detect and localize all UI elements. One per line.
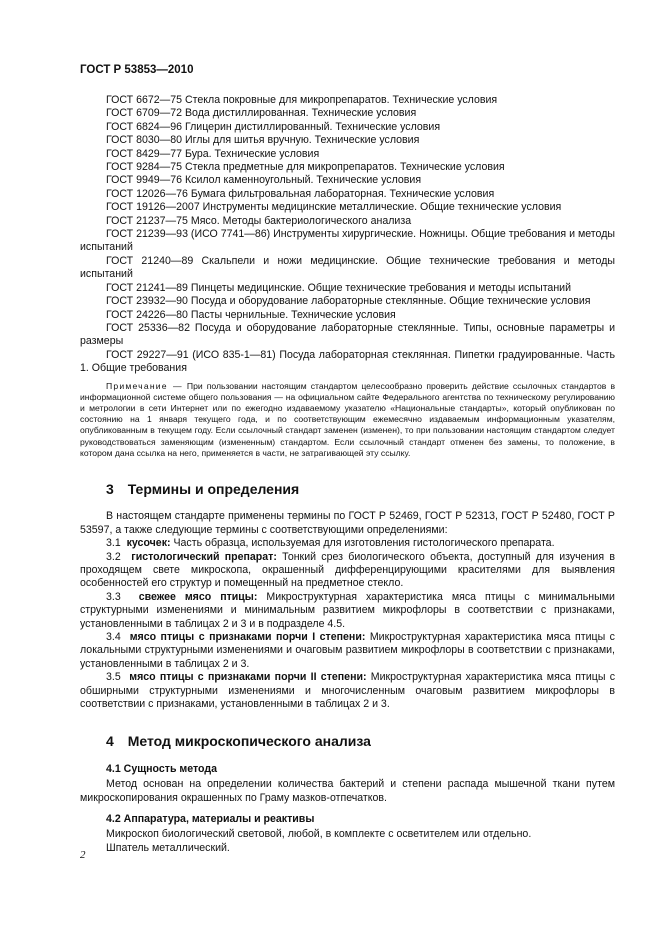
- section-number: 3: [106, 480, 114, 497]
- reference-item: ГОСТ 29227—91 (ИСО 835-1—81) Посуда лабораторная стеклянная. Пипетки градуированные. Часть 1. Общие требования: [80, 348, 615, 375]
- references-note: [80, 381, 615, 459]
- term-text: Микроструктурная характеристика мяса птицы с локальными структурными изменениями и очаговым развитием микрофлоры в соответствии с признаками, установленными в таблицах 2 и 3.: [80, 631, 615, 670]
- term-definition: [80, 537, 615, 550]
- term-name: мясо птицы с признаками порчи I степени:: [129, 631, 366, 644]
- page-body: [80, 94, 615, 855]
- reference-item: ГОСТ 6709—72 Вода дистиллированная. Технические условия: [106, 107, 417, 120]
- normative-references-list: [80, 94, 615, 376]
- section-3-intro: В настоящем стандарте применены термины по ГОСТ Р 52469, ГОСТ Р 52313, ГОСТ Р 52480, ГОСТ Р 53597, а также следующие термины с соответствующими определениями:: [80, 510, 615, 536]
- reference-item: ГОСТ 21241—89 Пинцеты медицинские. Общие технические требования и методы испытаний: [106, 281, 572, 294]
- term-name: гистологический препарат:: [131, 550, 277, 563]
- section-4-heading: [80, 735, 615, 748]
- equipment-item: Микроскоп биологический световой, любой, в комплекте с осветителем или отдельно.: [106, 828, 532, 841]
- section-number: 4: [106, 733, 114, 750]
- reference-item: ГОСТ 9284—75 Стекла предметные для микропрепаратов. Технические условия: [106, 161, 505, 174]
- reference-item: ГОСТ 21237—75 Мясо. Методы бактериологического анализа: [106, 214, 412, 227]
- subsection-4-2-heading: 4.2 Аппаратура, материалы и реактивы: [106, 813, 315, 826]
- reference-item: ГОСТ 8030—80 Иглы для шитья вручную. Технические условия: [106, 134, 420, 147]
- reference-item: ГОСТ 12026—76 Бумага фильтровальная лабораторная. Технические условия: [106, 187, 495, 200]
- term-name: свежее мясо птицы:: [138, 590, 258, 603]
- equipment-item: Шпатель металлический.: [106, 841, 230, 854]
- reference-item: ГОСТ 6672—75 Стекла покровные для микропрепаратов. Технические условия: [106, 94, 498, 106]
- term-number: 3.3: [106, 590, 121, 603]
- term-number: 3.2: [106, 550, 121, 563]
- term-number: 3.4: [106, 631, 121, 644]
- term-name: мясо птицы с признаками порчи II степени:: [129, 671, 367, 684]
- term-definition: [80, 591, 615, 631]
- term-text: Микроструктурная характеристика мяса птицы с обширными структурными изменениями и многочисленным очаговым развитием микрофлоры в соответствии с признаками, установленными в таблицах 2 и 3.: [80, 671, 616, 711]
- term-number: 3.1: [106, 537, 121, 550]
- reference-item: ГОСТ 19126—2007 Инструменты медицинские металлические. Общие технические условия: [106, 201, 562, 214]
- reference-item: ГОСТ 24226—80 Пасты чернильные. Технические условия: [106, 308, 396, 321]
- note-text: При пользовании настоящим стандартом целесообразно проверить действие ссылочных стандартов в информационной системе общего пользования — на официальном сайте Федерального агентства по техническому регулированию и метрологии в сети Интернет или по ежегодно издаваемому указателю «Национальные стандарты», который опубликован по состоянию на 1 января текущего года, и по соответствующим ежемесячно издаваемым информационным указателям, опубликованным в текущем году. Если ссылочный стандарт заменен (изменен), то при пользовании настоящим стандартом следует руководствоваться заменяющим (измененным) стандартом. Если ссылочный стандарт отменен без замены, то положение, в котором дана ссылка на него, применяется в части, не затрагивающей эту ссылку.: [80, 380, 616, 458]
- term-number: 3.5: [106, 671, 121, 684]
- reference-item: ГОСТ 23932—90 Посуда и оборудование лабораторные стеклянные. Общие технические условия: [106, 295, 591, 308]
- document-header: ГОСТ Р 53853—2010: [80, 64, 194, 76]
- section-3-heading: [80, 480, 615, 497]
- section-title: Термины и определения: [127, 480, 300, 497]
- term-name: кусочек:: [126, 537, 171, 550]
- term-text: Часть образца, используемая для изготовления гистологического препарата.: [173, 537, 555, 550]
- section-title: Метод микроскопического анализа: [127, 733, 371, 750]
- term-definition: [80, 671, 615, 711]
- reference-item: ГОСТ 8429—77 Бура. Технические условия: [106, 147, 320, 160]
- term-definition: [80, 551, 615, 591]
- reference-item: ГОСТ 21240—89 Скальпели и ножи медицинские. Общие технические требования и методы испытаний: [80, 254, 615, 281]
- reference-item: ГОСТ 21239—93 (ИСО 7741—86) Инструменты хирургические. Ножницы. Общие требования и методы испытаний: [80, 228, 615, 254]
- term-text: Тонкий срез биологического объекта, доступный для изучения в проходящем свете микроскопа, окрашенный дифференцирующими красителями для выявления особенностей его структур и помещенный на предметное стекло.: [80, 550, 615, 590]
- term-definition: [80, 631, 615, 671]
- reference-item: ГОСТ 25336—82 Посуда и оборудование лабораторные стеклянные. Типы, основные параметры и размеры: [80, 321, 615, 348]
- subsection-4-1-text: Метод основан на определении количества бактерий и степени распада мышечной ткани путем микроскопирования окрашенных по Граму мазков-отпечатков.: [80, 778, 615, 804]
- page-number: 2: [80, 849, 86, 861]
- note-label: Примечание —: [106, 380, 183, 391]
- reference-item: ГОСТ 6824—96 Глицерин дистиллированный. Технические условия: [106, 120, 441, 133]
- term-text: Микроструктурная характеристика мяса птицы с минимальными структурными изменениями и минимальным развитием микрофлоры в соответствии с признаками, установленными в таблицах 2 и 3 и в подразделе 4.5.: [80, 590, 615, 630]
- subsection-4-1-heading: 4.1 Сущность метода: [106, 762, 218, 775]
- reference-item: ГОСТ 9949—76 Ксилол каменноугольный. Технические условия: [106, 174, 422, 187]
